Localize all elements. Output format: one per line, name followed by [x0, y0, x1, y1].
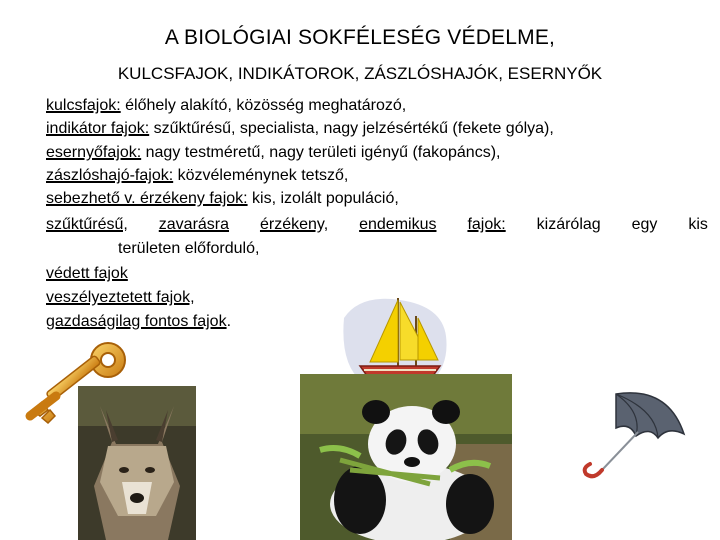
- endemic-word: endemikus: [359, 216, 437, 233]
- umbrella-icon: [572, 382, 688, 482]
- definition-flagship: [46, 164, 708, 187]
- term-flagship: zászlóshajó-fajok:: [46, 167, 174, 184]
- slide-subtitle: KULCSFAJOK, INDIKÁTOROK, ZÁSZLÓSHAJÓK, ESERNYŐK: [117, 64, 603, 83]
- desc-keystone: élőhely alakító, közösség meghatározó,: [120, 97, 407, 114]
- term-keystone: kulcsfajok:: [46, 97, 121, 114]
- endemic-word: zavarásra: [158, 216, 230, 233]
- endemic-word: kis: [688, 216, 708, 233]
- desc-vulnerable: kis, izolált populáció,: [247, 190, 399, 207]
- endemic-word: kizárólag: [536, 216, 601, 233]
- endemic-word: fajok:: [467, 216, 506, 233]
- desc-umbrella: nagy testméretű, nagy területi igényű (fakopáncs),: [141, 144, 501, 161]
- definition-umbrella: [46, 141, 708, 164]
- desc-indicator: szűktűrésű, specialista, nagy jelzésértékű (fekete gólya),: [149, 120, 554, 137]
- term-economic: gazdaságilag fontos fajok.: [46, 313, 232, 330]
- definition-keystone: [46, 94, 708, 117]
- term-umbrella: esernyőfajok:: [46, 144, 142, 161]
- definition-vulnerable: [46, 187, 708, 210]
- slide-title: A BIOLÓGIAI SOKFÉLESÉG VÉDELME,: [164, 26, 556, 49]
- term-vulnerable: sebezhető v. érzékeny fajok:: [46, 190, 248, 207]
- panda-photo: [300, 374, 512, 540]
- endemic-word: szűktűrésű,: [46, 216, 128, 233]
- definition-endemic: [46, 213, 708, 236]
- wolf-photo: [78, 386, 196, 540]
- desc-flagship: közvéleménynek tetsző,: [173, 167, 349, 184]
- term-protected: védett fajok: [46, 265, 128, 282]
- endemic-word: érzékeny,: [259, 216, 329, 233]
- definition-indicator: [46, 117, 708, 140]
- term-indicator: indikátor fajok:: [46, 120, 150, 137]
- endemic-continuation: területen előforduló,: [118, 240, 260, 257]
- term-endangered: veszélyeztetett fajok,: [46, 289, 195, 306]
- endemic-word: egy: [631, 216, 658, 233]
